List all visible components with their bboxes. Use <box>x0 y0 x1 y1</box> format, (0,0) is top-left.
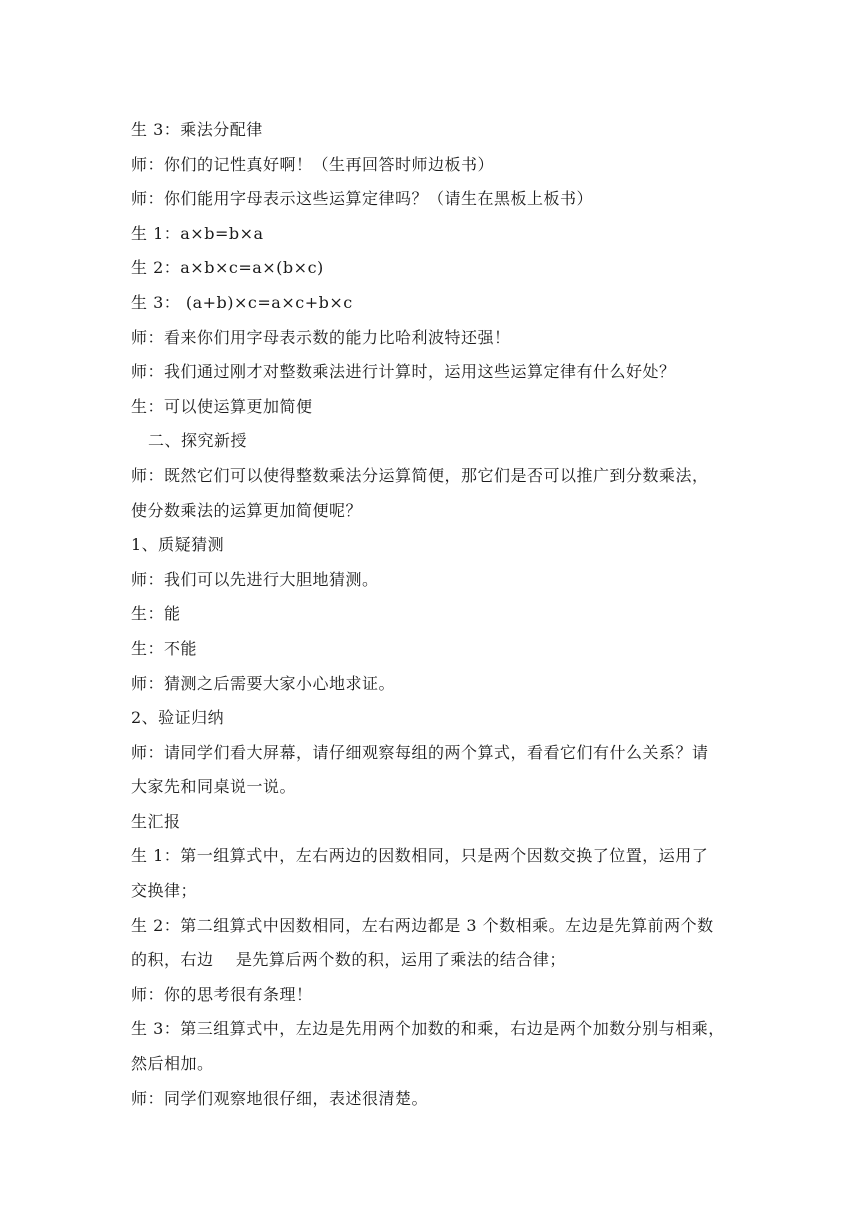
text-line: 师：我们可以先进行大胆地猜测。 <box>131 569 379 589</box>
document-body <box>131 113 741 1116</box>
text-line: 师：你们的记性真好啊！（生再回答时师边板书） <box>131 154 495 174</box>
text-line: 生 1：第一组算式中，左右两边的因数相同，只是两个因数交换了位置，运用了 <box>131 846 709 866</box>
text-line: 师：我们通过刚才对整数乘法进行计算时，运用这些运算定律有什么好处？ <box>131 362 676 382</box>
subsection-heading: 1、质疑猜测 <box>131 535 225 555</box>
text-line: 生 3： (a+b)×c=a×c+b×c <box>131 292 353 312</box>
text-line: 生：能 <box>131 604 181 624</box>
text-line: 师：猜测之后需要大家小心地求证。 <box>131 673 396 693</box>
text-line: 师：同学们观察地很仔细，表述很清楚。 <box>131 1088 429 1108</box>
text-line: 生汇报 <box>131 811 181 831</box>
subsection-heading: 2、验证归纳 <box>131 708 225 728</box>
text-line: 使分数乘法的运算更加简便呢？ <box>131 500 363 520</box>
text-line: 师：你们能用字母表示这些运算定律吗？（请生在黑板上板书） <box>131 189 594 209</box>
text-line: 的积，右边 是先算后两个数的积，运用了乘法的结合律； <box>131 950 566 970</box>
text-line: 交换律； <box>131 881 198 901</box>
text-line: 生 3：乘法分配律 <box>131 120 263 139</box>
text-line: 生 2：第二组算式中因数相同，左右两边都是 3 个数相乘。左边是先算前两个数 <box>131 915 714 935</box>
section-heading: 二、探究新授 <box>148 431 248 451</box>
text-line: 生 3：第三组算式中，左边是先用两个加数的和乘，右边是两个加数分别与相乘， <box>131 1019 725 1039</box>
text-line: 生：不能 <box>131 638 198 658</box>
text-line: 师：请同学们看大屏幕，请仔细观察每组的两个算式，看看它们有什么关系？请 <box>131 742 709 762</box>
text-line: 生 1：a×b=b×a <box>131 223 264 243</box>
text-line: 大家先和同桌说一说。 <box>131 777 297 797</box>
text-line: 然后相加。 <box>131 1054 214 1074</box>
text-line: 生 2：a×b×c=a×(b×c) <box>131 258 324 278</box>
text-line: 师：看来你们用字母表示数的能力比哈利波特还强！ <box>131 327 511 347</box>
text-line: 生：可以使运算更加简便 <box>131 396 313 416</box>
text-line: 师：既然它们可以使得整数乘法分运算简便，那它们是否可以推广到分数乘法， <box>131 465 709 485</box>
text-line: 师：你的思考很有条理！ <box>131 984 313 1004</box>
